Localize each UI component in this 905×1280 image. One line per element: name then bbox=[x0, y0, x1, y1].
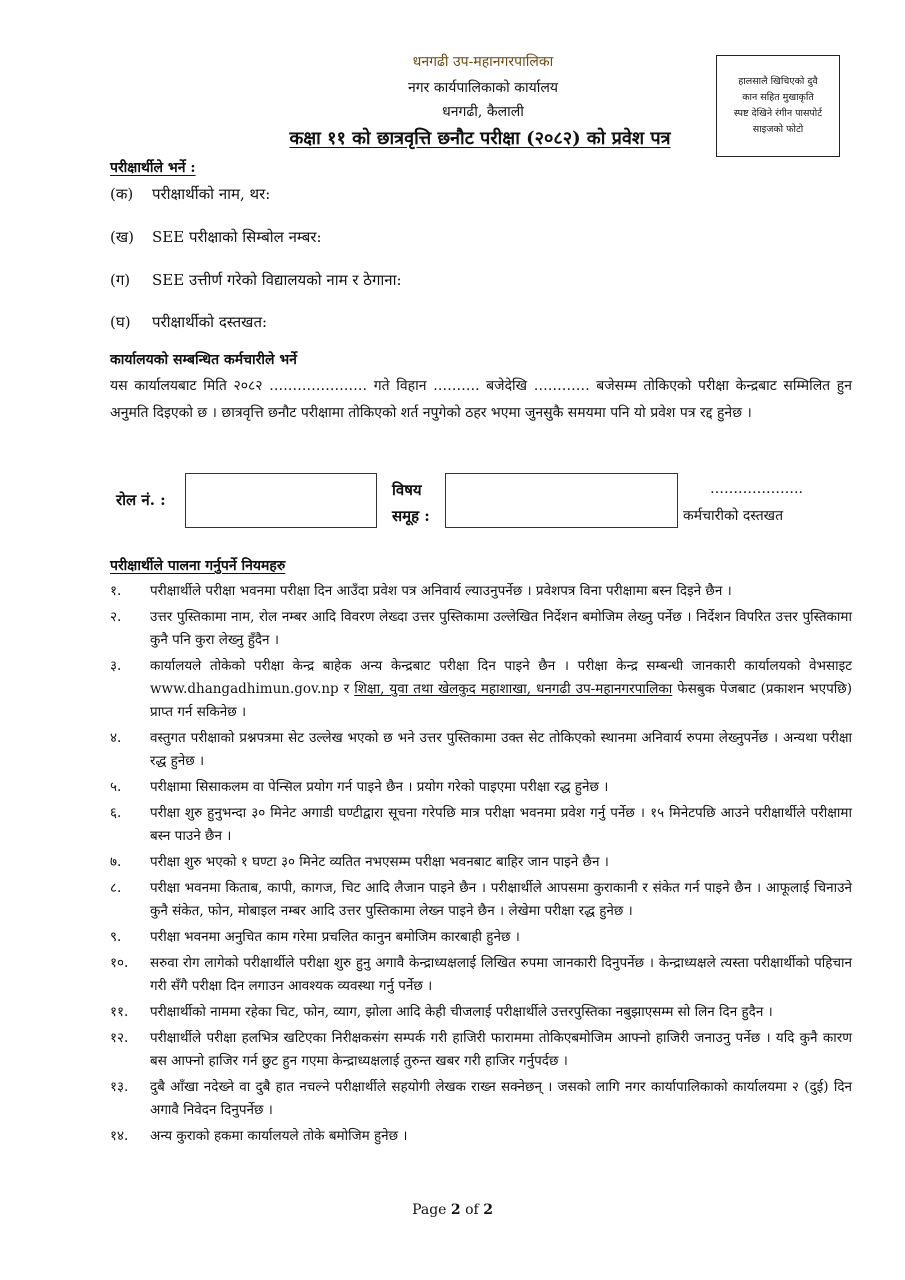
rule-item bbox=[110, 655, 852, 724]
rule-text: सरुवा रोग लागेको परीक्षार्थीले परीक्षा शुरु हुनु अगावै केन्द्राध्यक्षलाई लिखित रुपमा जानकारी दिनुपर्नेछ । केन्द्राध्यक्षले त्यस्ता परीक्षार्थीको पहिचान गरी सँगै परीक्षा दिन लगाउन आवश्यक व्यवस्था गर्नु पर्नेछ । bbox=[150, 955, 852, 994]
rule-item bbox=[110, 1076, 852, 1122]
rule-number: ९. bbox=[110, 929, 122, 945]
rule-item bbox=[110, 851, 852, 874]
page-number bbox=[0, 1202, 905, 1218]
rule-number: २. bbox=[110, 609, 122, 625]
photo-instruction-line: साइजको फोटो bbox=[752, 124, 804, 135]
field-label: (ख) bbox=[110, 228, 134, 246]
rule-text: परीक्षार्थीको नाममा रहेका चिट, फोन, व्याग, झोला आदि केही चीजलाई परीक्षार्थीले उत्तरपुस्तिका नबुझाएसम्म सो लिन दिन हुदैन । bbox=[150, 1004, 773, 1020]
municipality-name: धनगढी उप-महानगरपालिका bbox=[412, 54, 554, 70]
office-location: धनगढी, कैलाली bbox=[442, 104, 524, 120]
rule-text: परीक्षामा सिसाकलम वा पेन्सिल प्रयोग गर्न पाइने छैन । प्रयोग गरेको पाइएमा परीक्षा रद्ध हुनेछ । bbox=[150, 779, 609, 795]
candidate-section-title: परीक्षार्थीले भर्ने : bbox=[110, 160, 196, 176]
rule-number: १. bbox=[110, 583, 122, 599]
rule-item bbox=[110, 1125, 852, 1148]
roll-number-label: रोल नं. : bbox=[116, 491, 166, 509]
subject-label-line: विषय bbox=[392, 481, 422, 499]
rule-number: ८. bbox=[110, 880, 122, 896]
rule-item bbox=[110, 580, 852, 603]
signature-field[interactable] bbox=[110, 312, 267, 332]
candidate-name-field[interactable] bbox=[110, 184, 270, 204]
rule-item bbox=[110, 606, 852, 652]
rule-number: ७. bbox=[110, 854, 122, 870]
rule-text: दुबै आँखा नदेख्ने वा दुबै हात नचल्ने परीक्षार्थीले सहयोगी लेखक राख्न सक्नेछन् । जसको लागि नगर कार्यापालिकाको कार्यालयमा २ (दुई) दिन अगावै निवेदन दिनुपर्नेछ । bbox=[150, 1079, 852, 1118]
department-facebook-link[interactable]: शिक्षा, युवा तथा खेलकुद महाशाखा, धनगढी उप-महानगरपालिका bbox=[354, 681, 673, 697]
rule-number: १२. bbox=[110, 1030, 129, 1046]
office-name: नगर कार्यपालिकाको कार्यालय bbox=[408, 80, 558, 96]
school-name-field[interactable] bbox=[110, 270, 402, 290]
rules-section-title: परीक्षार्थीले पालना गर्नुपर्ने नियमहरु bbox=[110, 558, 286, 574]
field-label: (ग) bbox=[110, 271, 131, 289]
field-text: परीक्षार्थीको नाम, थर: bbox=[152, 185, 271, 203]
page-word: Page bbox=[412, 1202, 447, 1218]
rule-number: १३. bbox=[110, 1079, 129, 1095]
subject-group-label bbox=[392, 477, 430, 529]
field-text: SEE परीक्षाको सिम्बोल नम्बर: bbox=[152, 228, 322, 246]
rule-text: परीक्षार्थीले परीक्षा हलभित्र खटिएका निरीक्षकसंग सम्पर्क गरी हाजिरी फाराममा तोकिएबमोजिम आफ्नो हाजिरी जनाउनु पर्नेछ । यदि कुनै कारण बस आफ्नो हाजिर गर्न छुट हुन गएमा केन्द्राध्यक्षलाई तुरुन्त खबर गरी हाजिर गर्नुपर्दछ । bbox=[150, 1030, 852, 1069]
rule-item bbox=[110, 776, 852, 799]
rule-text bbox=[150, 655, 852, 724]
rule-number: ४. bbox=[110, 730, 122, 746]
photo-instruction-line: हालसालै खिचिएको दुवै bbox=[738, 76, 818, 87]
rule-text: उत्तर पुस्तिकामा नाम, रोल नम्बर आदि विवरण लेख्दा उत्तर पुस्तिकामा उल्लेखित निर्देशन बमोजिम लेख्नु पर्नेछ । निर्देशन विपरित उत्तर पुस्तिकामा कुनै पनि कुरा लेख्नु हुँदैन । bbox=[150, 609, 852, 648]
rule-number: ५. bbox=[110, 779, 122, 795]
rule-text: परीक्षा शुरु भएको १ घण्टा ३० मिनेट व्यतित नभएसम्म परीक्षा भवनबाट बाहिर जान पाइने छैन । bbox=[150, 854, 609, 870]
photo-instruction-line: कान सहित मुखाकृति bbox=[742, 92, 814, 103]
rule-text: वस्तुगत परीक्षाको प्रश्नपत्रमा सेट उल्लेख भएको छ भने उत्तर पुस्तिकामा उक्त सेट तोकिएको स्थानमा अनिवार्य रुपमा लेख्नुपर्नेछ । अन्यथा परीक्षा रद्ध हुनेछ । bbox=[150, 730, 852, 769]
rule-text: परीक्षा शुरु हुनुभन्दा ३० मिनेट अगाडी घण्टीद्वारा सूचना गरेपछि मात्र परीक्षा भवनमा प्रवेश गर्नु पर्नेछ । १५ मिनेटपछि आउने परीक्षार्थीले परीक्षामा बस्न पाउने छैन । bbox=[150, 805, 852, 844]
rule-number: ११. bbox=[110, 1004, 129, 1020]
rule-item bbox=[110, 727, 852, 773]
photo-instructions bbox=[734, 74, 822, 138]
staff-signature-line: ……………….. bbox=[710, 481, 803, 497]
rule-number: ६. bbox=[110, 805, 122, 821]
office-section-title: कार्यालयको सम्बन्धित कर्मचारीले भर्ने bbox=[110, 352, 297, 368]
roll-number-box[interactable] bbox=[185, 473, 377, 528]
rule-text: परीक्षा भवनमा अनुचित काम गरेमा प्रचलित कानुन बमोजिम कारबाही हुनेछ । bbox=[150, 929, 520, 945]
document-title: कक्षा ११ को छात्रवृत्ति छनौट परीक्षा (२०८२) को प्रवेश पत्र bbox=[289, 128, 671, 149]
subject-group-box[interactable] bbox=[445, 473, 678, 528]
symbol-number-field[interactable] bbox=[110, 227, 322, 247]
rule-number: ३. bbox=[110, 658, 122, 674]
rule-item bbox=[110, 1027, 852, 1073]
rule-text: परीक्षार्थीले परीक्षा भवनमा परीक्षा दिन आउँदा प्रवेश पत्र अनिवार्य ल्याउनुपर्नेछ । प्रवेशपत्र विना परीक्षामा बस्न दिइने छैन । bbox=[150, 583, 732, 599]
photo-instruction-line: स्पष्ट देखिने रंगीन पासपोर्ट bbox=[733, 108, 823, 119]
subject-label-line: समूह : bbox=[392, 507, 430, 525]
current-page-number: 2 bbox=[450, 1202, 461, 1218]
rule-number: १०. bbox=[110, 955, 129, 971]
staff-signature-label: कर्मचारीको दस्तखत bbox=[683, 508, 784, 524]
rule-item bbox=[110, 877, 852, 923]
field-text: SEE उत्तीर्ण गरेको विद्यालयको नाम र ठेगाना: bbox=[152, 271, 402, 289]
rule-item bbox=[110, 802, 852, 848]
office-permission-paragraph: यस कार्यालयबाट मिति २०८२ ………………… गते विहान ………. बजेदेखि ………… बजेसम्म तोकिएको परीक्षा केन्द्रबाट सम्मिलित हुन अनुमति दिइएको छ । छात्रवृत्ति छनौट परीक्षामा तोकिएको शर्त नपुगेको ठहर भएमा जुनसुकै समयमा पनि यो प्रवेश पत्र रद्द हुनेछ । bbox=[110, 378, 852, 421]
of-word: of bbox=[465, 1202, 479, 1218]
field-text: परीक्षार्थीको दस्तखत: bbox=[152, 313, 268, 331]
total-pages-number: 2 bbox=[483, 1202, 493, 1218]
field-label: (क) bbox=[110, 185, 134, 203]
rule-item bbox=[110, 926, 852, 949]
rule-item bbox=[110, 1001, 852, 1024]
rule-number: १४. bbox=[110, 1128, 129, 1144]
field-label: (घ) bbox=[110, 313, 131, 331]
photo-placeholder-box bbox=[716, 55, 840, 157]
rule-text: अन्य कुराको हकमा कार्यालयले तोके बमोजिम हुनेछ । bbox=[150, 1128, 408, 1144]
rule-item bbox=[110, 952, 852, 998]
rule-text: परीक्षा भवनमा किताब, कापी, कागज, चिट आदि लैजान पाइने छैन । परीक्षार्थीले आपसमा कुराकानी र संकेत गर्न पाइने छैन । आफूलाई चिनाउने कुनै संकेत, फोन, मोबाइल नम्बर आदि उत्तर पुस्तिकामा लेख्न पाइने छैन । लेखेमा परीक्षा रद्ध हुनेछ । bbox=[150, 880, 852, 919]
rule-text-part: फेसबुक पेजबाट (प्रकाशन भएपछि) प्राप्त गर्न सकिनेछ । bbox=[150, 681, 852, 720]
rules-list bbox=[110, 580, 852, 1151]
rule-text-part: कार्यालयले तोकेको परीक्षा केन्द्र बाहेक अन्य केन्द्रबाट परीक्षा दिन पाइने छैन । परीक्षा केन्द्र सम्बन्धी जानकारी कार्यालयको वेभसाइट www.dhangadhimun.gov.np र bbox=[150, 658, 852, 697]
